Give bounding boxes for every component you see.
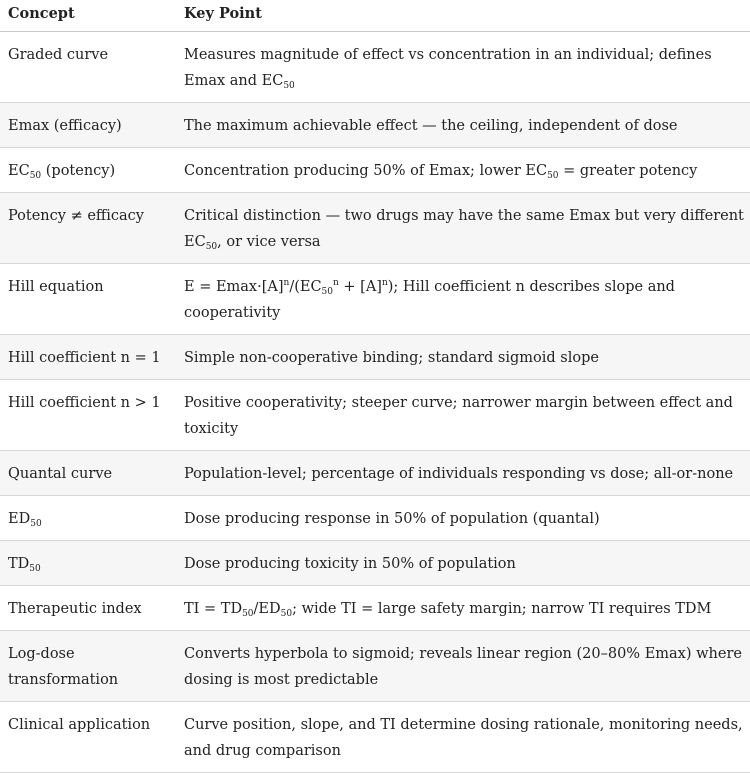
cell-text: /ED [253,600,281,617]
key-point-cell [176,334,750,379]
cell-text: Measures magnitude of effect vs concentration in an individual; defines Emax and EC [184,46,712,89]
cell-text: Converts hyperbola to sigmoid; reveals linear region (20–80% Emax) where dosing is most predictable [184,645,742,688]
concept-cell [0,630,176,701]
concept-cell [0,450,176,495]
cell-text: 50 [205,241,218,252]
key-point-cell [176,192,750,263]
cell-text: (potency) [41,162,116,179]
header-concept: Concept [0,0,176,31]
table-row [0,495,750,540]
table-row [0,379,750,450]
cell-text: Dose producing response in 50% of population (quantal) [184,510,600,527]
cell-text: + [A] [338,278,382,295]
concept-cell [0,379,176,450]
key-point-cell [176,495,750,540]
cell-text: Log-dose transformation [8,645,119,688]
cell-text: Quantal curve [8,465,113,482]
cell-text: Dose producing toxicity in 50% of population [184,555,516,572]
cell-text: Hill coefficient n > 1 [8,394,161,411]
cell-text: Hill equation [8,278,104,295]
key-point-cell [176,147,750,192]
concept-cell [0,31,176,102]
cell-text: 50 [321,286,333,297]
concept-cell [0,334,176,379]
cell-text: Population-level; percentage of individuals responding vs dose; all-or-none [184,465,734,482]
cell-text: 50 [280,608,293,619]
cell-text: Therapeutic index [8,600,142,617]
table-row [0,585,750,630]
table-row [0,102,750,147]
cell-text: EC [8,162,30,179]
key-point-cell [176,102,750,147]
cell-text: 50 [547,170,559,181]
cell-text: TD [8,555,30,572]
cell-text: Clinical application [8,716,151,733]
cell-text: Graded curve [8,46,109,63]
cell-text: n [283,277,290,288]
concept-cell [0,147,176,192]
cell-text: E = Emax·[A] [184,278,284,295]
key-point-cell [176,630,750,701]
table-row [0,147,750,192]
cell-text: Emax (efficacy) [8,117,122,134]
cell-text: 50 [30,518,42,529]
table-row [0,701,750,772]
concept-cell [0,263,176,334]
key-point-cell [176,31,750,102]
cell-text: n [381,277,388,288]
cell-text: 50 [283,80,295,91]
header-row [0,0,750,31]
key-point-cell [176,263,750,334]
key-point-cell [176,701,750,772]
table-row [0,192,750,263]
cell-text: Potency ≠ efficacy [8,207,144,224]
table-row [0,450,750,495]
concept-cell [0,701,176,772]
cell-text: The maximum achievable effect — the ceiling, independent of dose [184,117,678,134]
cell-text: ; wide TI = large safety margin; narrow TI requires TDM [292,600,712,617]
table-row [0,31,750,102]
cell-text: Critical distinction — two drugs may have the same Emax but very different EC [184,207,744,250]
table-row [0,334,750,379]
cell-text: , or vice versa [217,233,321,250]
cell-text: Concentration producing 50% of Emax; lower EC [184,162,548,179]
table-row [0,630,750,701]
cell-text: TI = TD [184,600,243,617]
cell-text: ); Hill coefficient n describes slope and cooperativity [184,278,675,321]
concept-cell [0,585,176,630]
table-row [0,263,750,334]
cell-text: ED [8,510,31,527]
key-point-cell [176,450,750,495]
cell-text: Simple non-cooperative binding; standard sigmoid slope [184,349,599,366]
cell-text: Curve position, slope, and TI determine dosing rationale, monitoring needs, and drug comparison [184,716,743,759]
key-point-cell [176,379,750,450]
cell-text: /(EC [289,278,322,295]
concept-cell [0,102,176,147]
cell-text: 50 [242,608,254,619]
cell-text: Positive cooperativity; steeper curve; narrower margin between effect and toxicity [184,394,733,437]
cell-text: Hill coefficient n = 1 [8,349,161,366]
cell-text: 50 [29,563,41,574]
cell-text: 50 [29,170,42,181]
key-point-cell [176,540,750,585]
concept-cell [0,495,176,540]
table-row [0,540,750,585]
header-key-point: Key Point [176,0,750,31]
key-point-cell [176,585,750,630]
concept-cell [0,540,176,585]
cell-text: n [333,277,339,288]
cell-text: = greater potency [558,162,698,179]
concept-cell [0,192,176,263]
